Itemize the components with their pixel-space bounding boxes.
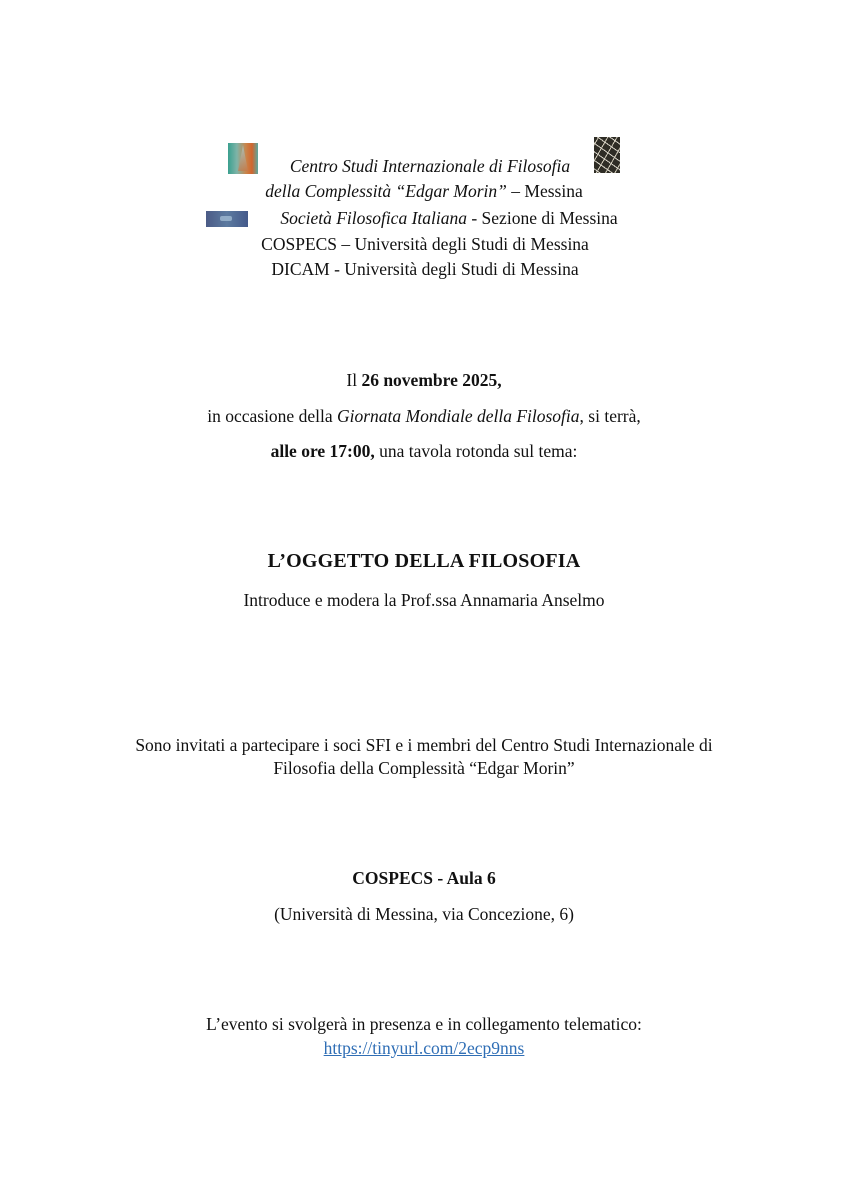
occasion-suffix: , si terrà, (579, 406, 641, 426)
topic-title: L’OGGETTO DELLA FILOSOFIA (267, 550, 581, 572)
event-date: 26 novembre 2025, (361, 370, 502, 390)
time-line (0, 440, 848, 462)
online-link-line (0, 1037, 848, 1059)
header-complessita (0, 180, 848, 202)
online-note: L’evento si svolgerà in presenza e in collegamento telematico: (206, 1014, 642, 1034)
header-sfi (0, 207, 848, 229)
header-sfi-italic: Società Filosofica Italiana (280, 208, 467, 228)
header-complessita-city: – Messina (506, 181, 583, 201)
occasion-name: Giornata Mondiale della Filosofia (336, 406, 580, 426)
moderator-line: Introduce e modera la Prof.ssa Annamaria Anselmo (243, 590, 605, 610)
online-meeting-link[interactable]: https://tinyurl.com/2ecp9nns (323, 1038, 525, 1058)
event-time: alle ore 17:00, (270, 441, 375, 461)
invitation-line-1: Sono invitati a partecipare i soci SFI e i membri del Centro Studi Internazionale di (135, 735, 713, 755)
header-complessita-italic: della Complessità “Edgar Morin” (265, 181, 507, 201)
event-date-line (0, 369, 848, 391)
venue-address: (Università di Messina, via Concezione, 6) (274, 904, 574, 924)
header-cospecs: COSPECS – Università degli Studi di Messina (261, 234, 589, 254)
occasion-prefix: in occasione della (207, 406, 337, 426)
header-centro-studi: Centro Studi Internazionale di Filosofia (289, 156, 571, 176)
venue-room: COSPECS - Aula 6 (352, 868, 496, 888)
date-prefix: Il (346, 370, 362, 390)
occasion-line (0, 405, 848, 427)
header-sfi-section: - Sezione di Messina (466, 208, 618, 228)
invitation-line-2: Filosofia della Complessità “Edgar Morin” (273, 758, 575, 778)
time-suffix: una tavola rotonda sul tema: (374, 441, 578, 461)
header-dicam: DICAM - Università degli Studi di Messina (271, 259, 579, 279)
